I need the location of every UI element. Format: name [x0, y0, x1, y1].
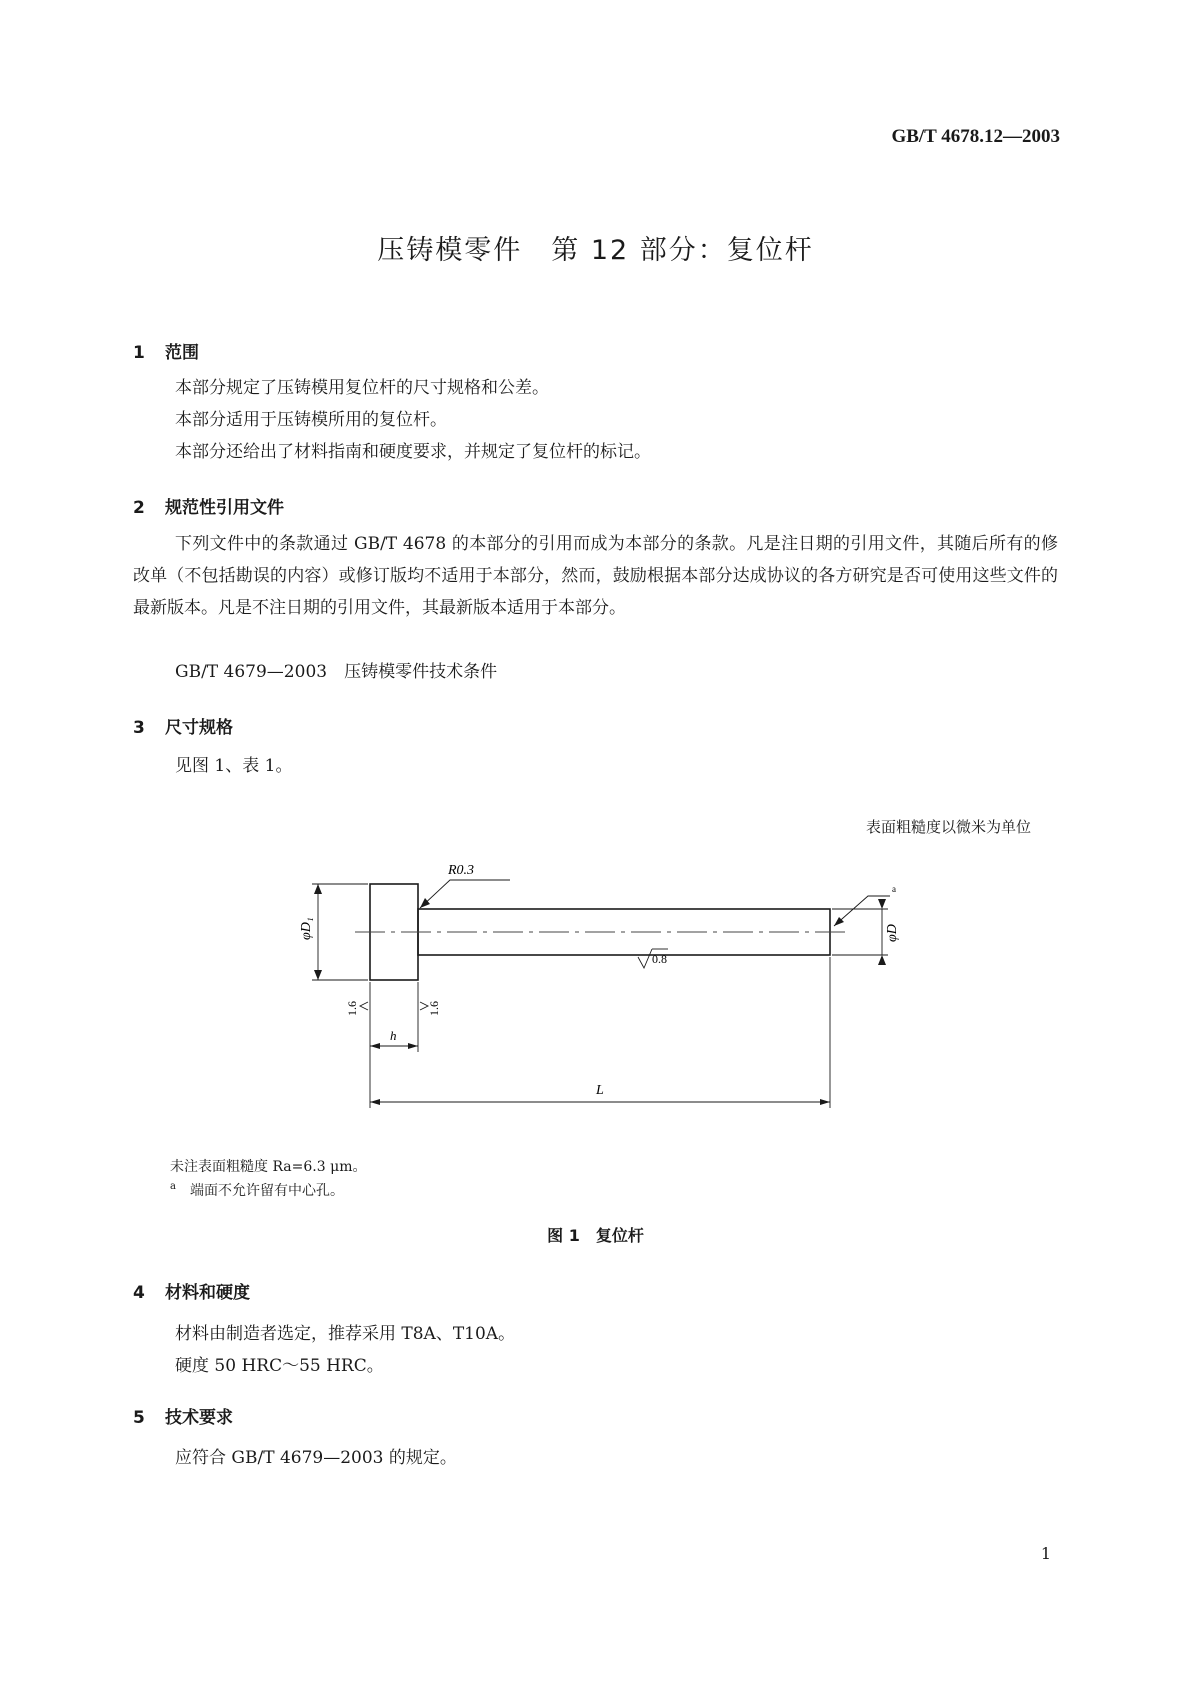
- section-number: 4: [133, 1283, 145, 1303]
- page-number: 1: [1040, 1544, 1051, 1563]
- section-number: 2: [133, 498, 145, 518]
- footnote-text: 端面不允许留有中心孔。: [189, 1183, 344, 1199]
- section-4-line-2: 硬度 50 HRC～55 HRC。: [175, 1356, 384, 1376]
- footnote-mark: a: [170, 1181, 176, 1193]
- section-number: 3: [133, 718, 145, 738]
- section-3-heading: [133, 713, 233, 738]
- figure-1-drawing: [260, 840, 980, 1140]
- h-label: h: [390, 1028, 397, 1043]
- section-5-heading: [133, 1403, 233, 1428]
- section-number: 1: [133, 343, 145, 363]
- section-title: 材料和硬度: [165, 1283, 250, 1303]
- section-title: 范围: [165, 343, 199, 363]
- section-title: 技术要求: [165, 1408, 233, 1428]
- figure-footnote: [170, 1180, 344, 1200]
- standard-number: GB/T 4678.12—2003: [891, 126, 1060, 147]
- figure-caption: 图 1 复位杆: [547, 1226, 644, 1245]
- footnote-mark-label: a: [892, 884, 896, 894]
- section-1-heading: [133, 338, 199, 363]
- section-5-text: 应符合 GB/T 4679—2003 的规定。: [175, 1448, 457, 1468]
- section-title: 规范性引用文件: [165, 498, 284, 518]
- section-number: 5: [133, 1408, 145, 1428]
- section-2-paragraph: 下列文件中的条款通过 GB/T 4678 的本部分的引用而成为本部分的条款。凡是注日期的引用文件，其随后所有的修改单（不包括勘误的内容）或修订版均不适用于本部分，然而，鼓励根据本部分达成协议的各方研究是否可使用这些文件的最新版本。凡是不注日期的引用文件，其最新版本适用于本部分。: [133, 534, 1058, 618]
- d1-label: φD₁: [299, 917, 314, 940]
- section-1-line-1: 本部分规定了压铸模用复位杆的尺寸规格和公差。: [175, 378, 549, 398]
- head-right-roughness-value: 1.6: [427, 1001, 441, 1016]
- document-title: 压铸模零件 第 12 部分：复位杆: [377, 235, 814, 266]
- section-4-heading: [133, 1278, 250, 1303]
- roughness-general-note: 未注表面粗糙度 Ra=6.3 μm。: [170, 1159, 367, 1175]
- section-4-line-1: 材料由制造者选定，推荐采用 T8A、T10A。: [175, 1324, 516, 1344]
- section-title: 尺寸规格: [165, 718, 233, 738]
- roughness-unit-note: 表面粗糙度以微米为单位: [865, 818, 1031, 836]
- d-label: φD: [885, 924, 900, 942]
- l-label: L: [596, 1083, 604, 1098]
- head-left-roughness-value: 1.6: [345, 1001, 359, 1016]
- shaft-roughness-value: 0.8: [652, 952, 667, 966]
- section-1-line-3: 本部分还给出了材料指南和硬度要求，并规定了复位杆的标记。: [175, 442, 651, 462]
- section-3-text: 见图 1、表 1。: [175, 756, 293, 776]
- section-1-line-2: 本部分适用于压铸模所用的复位杆。: [175, 410, 447, 430]
- normative-reference: GB/T 4679—2003 压铸模零件技术条件: [175, 662, 498, 682]
- section-2-heading: [133, 493, 284, 518]
- radius-label: R0.3: [448, 863, 475, 878]
